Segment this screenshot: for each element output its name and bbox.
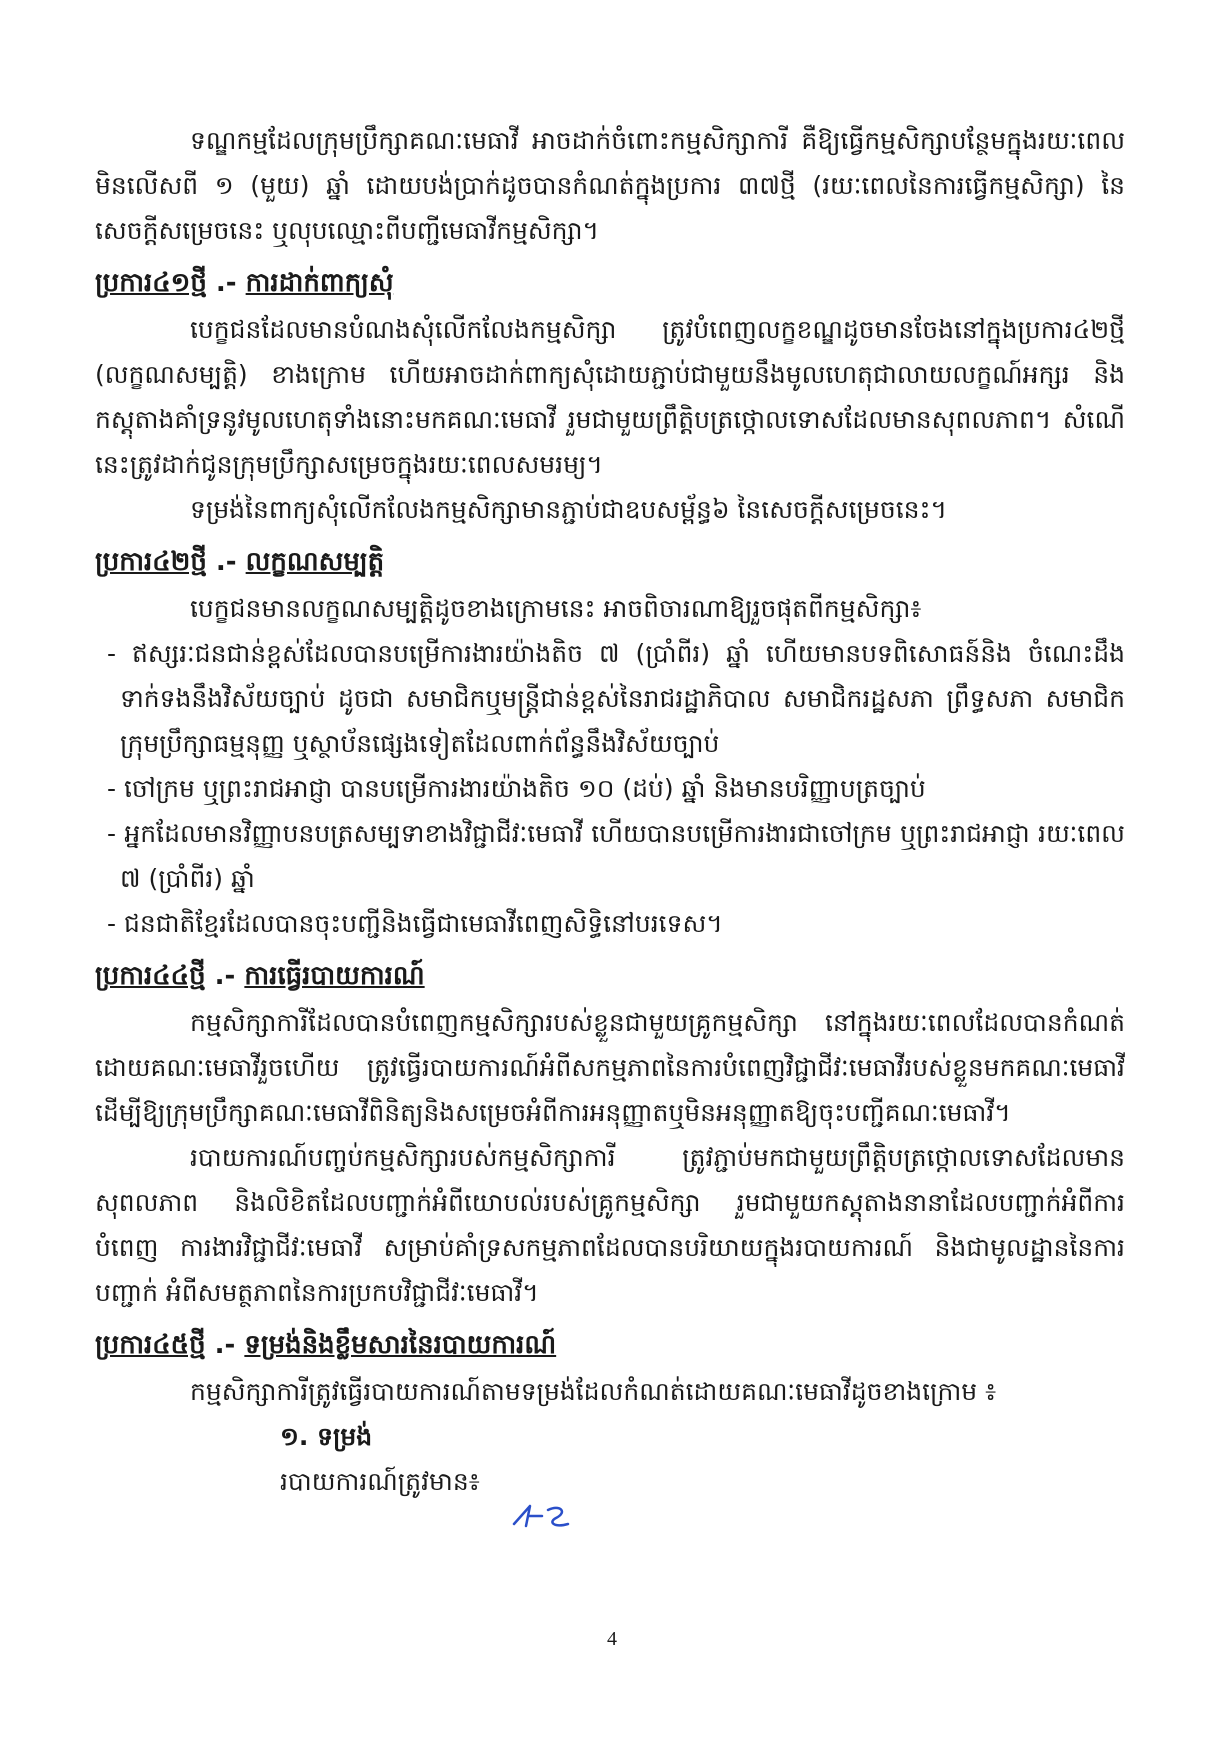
- article-45-number: ប្រការ៤៥ថ្មី: [95, 1330, 206, 1360]
- article-44-paragraph-2: របាយការណ៍បញ្ចប់កម្មសិក្សារបស់កម្មសិក្សាការី ត្រូវភ្ជាប់មកជាមួយព្រឹត្តិបត្រថ្កោលទោសដែលមាន សុពលភាព និងលិខិតដែលបញ្ជាក់អំពីយោបល់របស់គ្រូកម្មសិក្សា រួមជាមួយកស្តុតាងនានាដែលបញ្ជាក់អំពីការបំពេញ ការងារវិជ្ជាជីវៈមេធាវី សម្រាប់គាំទ្រសកម្មភាពដែលបានបរិយាយក្នុងរបាយការណ៍ និងជាមូលដ្ឋាននៃការបញ្ជាក់ អំពីសមត្ថភាពនៃការប្រកបវិជ្ជាជីវៈមេធាវី។: [95, 1143, 1125, 1307]
- list-item: - ចៅក្រម ឬព្រះរាជអាជ្ញា បានបម្រើការងារយ៉ាងតិច ១០ (ដប់) ឆ្នាំ និងមានបរិញ្ញាបត្រច្បាប់: [107, 774, 926, 803]
- article-41-separator: .-: [206, 268, 246, 298]
- article-45-subsection-title: ១. ទម្រង់: [280, 1422, 373, 1451]
- article-42-title: លក្ខណសម្បត្តិ: [245, 547, 385, 577]
- article-44-title: ការធ្វើរបាយការណ៍: [244, 961, 425, 991]
- article-42-separator: .-: [206, 547, 246, 577]
- article-41-paragraph-1: បេក្ខជនដែលមានបំណងសុំលើកលែងកម្មសិក្សា ត្រូវបំពេញលក្ខខណ្ឌដូចមានចែងនៅក្នុងប្រការ៤២ថ្មី (លក្ខណសម្បត្តិ) ខាងក្រោម ហើយអាចដាក់ពាក្យសុំដោយភ្ជាប់ជាមួយនឹងមូលហេតុជាលាយលក្ខណ៍អក្សរ និង កស្តុតាងគាំទ្រនូវមូលហេតុទាំងនោះមកគណៈមេធាវី រួមជាមួយព្រឹត្តិបត្រថ្កោលទោសដែលមានសុពលភាព។ សំណើនេះត្រូវដាក់ជូនក្រុមប្រឹក្សាសម្រេចក្នុងរយៈពេលសមរម្យ។: [95, 315, 1125, 479]
- list-item: - ជនជាតិខ្មែរដែលបានចុះបញ្ជីនិងធ្វើជាមេធាវីពេញសិទ្ធិនៅបរទេស។: [107, 909, 723, 938]
- article-44-separator: .-: [205, 961, 245, 991]
- list-item: - អ្នកដែលមានវិញ្ញាបនបត្រសម្បទាខាងវិជ្ជាជីវៈមេធាវី ហើយបានបម្រើការងារជាចៅក្រម ឬព្រះរាជអាជ្ញា រយៈពេល ៧ (ប្រាំពីរ) ឆ្នាំ: [107, 819, 1125, 893]
- intro-paragraph: ទណ្ឌកម្មដែលក្រុមប្រឹក្សាគណៈមេធាវី អាចដាក់ចំពោះកម្មសិក្សាការី គឺឱ្យធ្វើកម្មសិក្សាបន្ថែមក្នុងរយៈពេល មិនលើសពី ១ (មួយ) ឆ្នាំ ដោយបង់ប្រាក់ដូចបានកំណត់ក្នុងប្រការ ៣៧ថ្មី (រយៈពេលនៃការធ្វើកម្មសិក្សា) នៃ សេចក្តីសម្រេចនេះ ឬលុបឈ្មោះពីបញ្ជីមេធាវីកម្មសិក្សា។: [95, 126, 1125, 245]
- article-42-intro: បេក្ខជនមានលក្ខណសម្បត្តិដូចខាងក្រោមនេះ អាចពិចារណាឱ្យរួចផុតពីកម្មសិក្សា៖: [190, 594, 922, 623]
- article-45-subsection-text: របាយការណ៍ត្រូវមាន៖: [280, 1467, 480, 1496]
- article-42-number: ប្រការ៤២ថ្មី: [95, 547, 207, 577]
- document-body: [95, 118, 1125, 1504]
- signature-initials: [508, 1496, 578, 1536]
- list-item: - ឥស្សរៈជនជាន់ខ្ពស់ដែលបានបម្រើការងារយ៉ាងតិច ៧ (ប្រាំពីរ) ឆ្នាំ ហើយមានបទពិសោធន៍និង ចំណេះដឹងទាក់ទងនឹងវិស័យច្បាប់ ដូចជា សមាជិកឬមន្ត្រីជាន់ខ្ពស់នៃរាជរដ្ឋាភិបាល សមាជិករដ្ឋសភា ព្រឹទ្ធសភា សមាជិកក្រុមប្រឹក្សាធម្មនុញ្ញ ឬស្ថាប័នផ្សេងទៀតដែលពាក់ព័ន្ធនឹងវិស័យច្បាប់: [107, 639, 1125, 758]
- page-number: 4: [607, 1628, 617, 1650]
- article-44-paragraph-1: កម្មសិក្សាការីដែលបានបំពេញកម្មសិក្សារបស់ខ្លួនជាមួយគ្រូកម្មសិក្សា នៅក្នុងរយៈពេលដែលបានកំណត់ ដោយគណៈមេធាវីរួចហើយ ត្រូវធ្វើរបាយការណ៍អំពីសកម្មភាពនៃការបំពេញវិជ្ជាជីវៈមេធាវីរបស់ខ្លួនមកគណៈមេធាវី ដើម្បីឱ្យក្រុមប្រឹក្សាគណៈមេធាវីពិនិត្យនិងសម្រេចអំពីការអនុញ្ញាតឬមិនអនុញ្ញាតឱ្យចុះបញ្ជីគណៈមេធាវី។: [95, 1008, 1125, 1127]
- article-41-heading: [95, 261, 1125, 305]
- article-44-heading: [95, 954, 1125, 998]
- article-41-paragraph-2: ទម្រង់នៃពាក្យសុំលើកលែងកម្មសិក្សាមានភ្ជាប់ជាឧបសម្ព័ន្ធ៦ នៃសេចក្តីសម្រេចនេះ។: [190, 495, 947, 524]
- article-41-title: ការដាក់ពាក្យសុំ: [245, 268, 394, 298]
- article-45-intro: កម្មសិក្សាការីត្រូវធ្វើរបាយការណ៍តាមទម្រង់ដែលកំណត់ដោយគណៈមេធាវីដូចខាងក្រោម ៖: [190, 1377, 997, 1406]
- article-44-number: ប្រការ៤៤ថ្មី: [95, 961, 206, 991]
- article-45-separator: .-: [205, 1330, 245, 1360]
- article-45-title: ទម្រង់និងខ្លឹមសារនៃរបាយការណ៍: [244, 1330, 557, 1360]
- article-45-heading: [95, 1323, 1125, 1367]
- article-42-heading: [95, 540, 1125, 584]
- article-41-number: ប្រការ៤១ថ្មី: [95, 268, 207, 298]
